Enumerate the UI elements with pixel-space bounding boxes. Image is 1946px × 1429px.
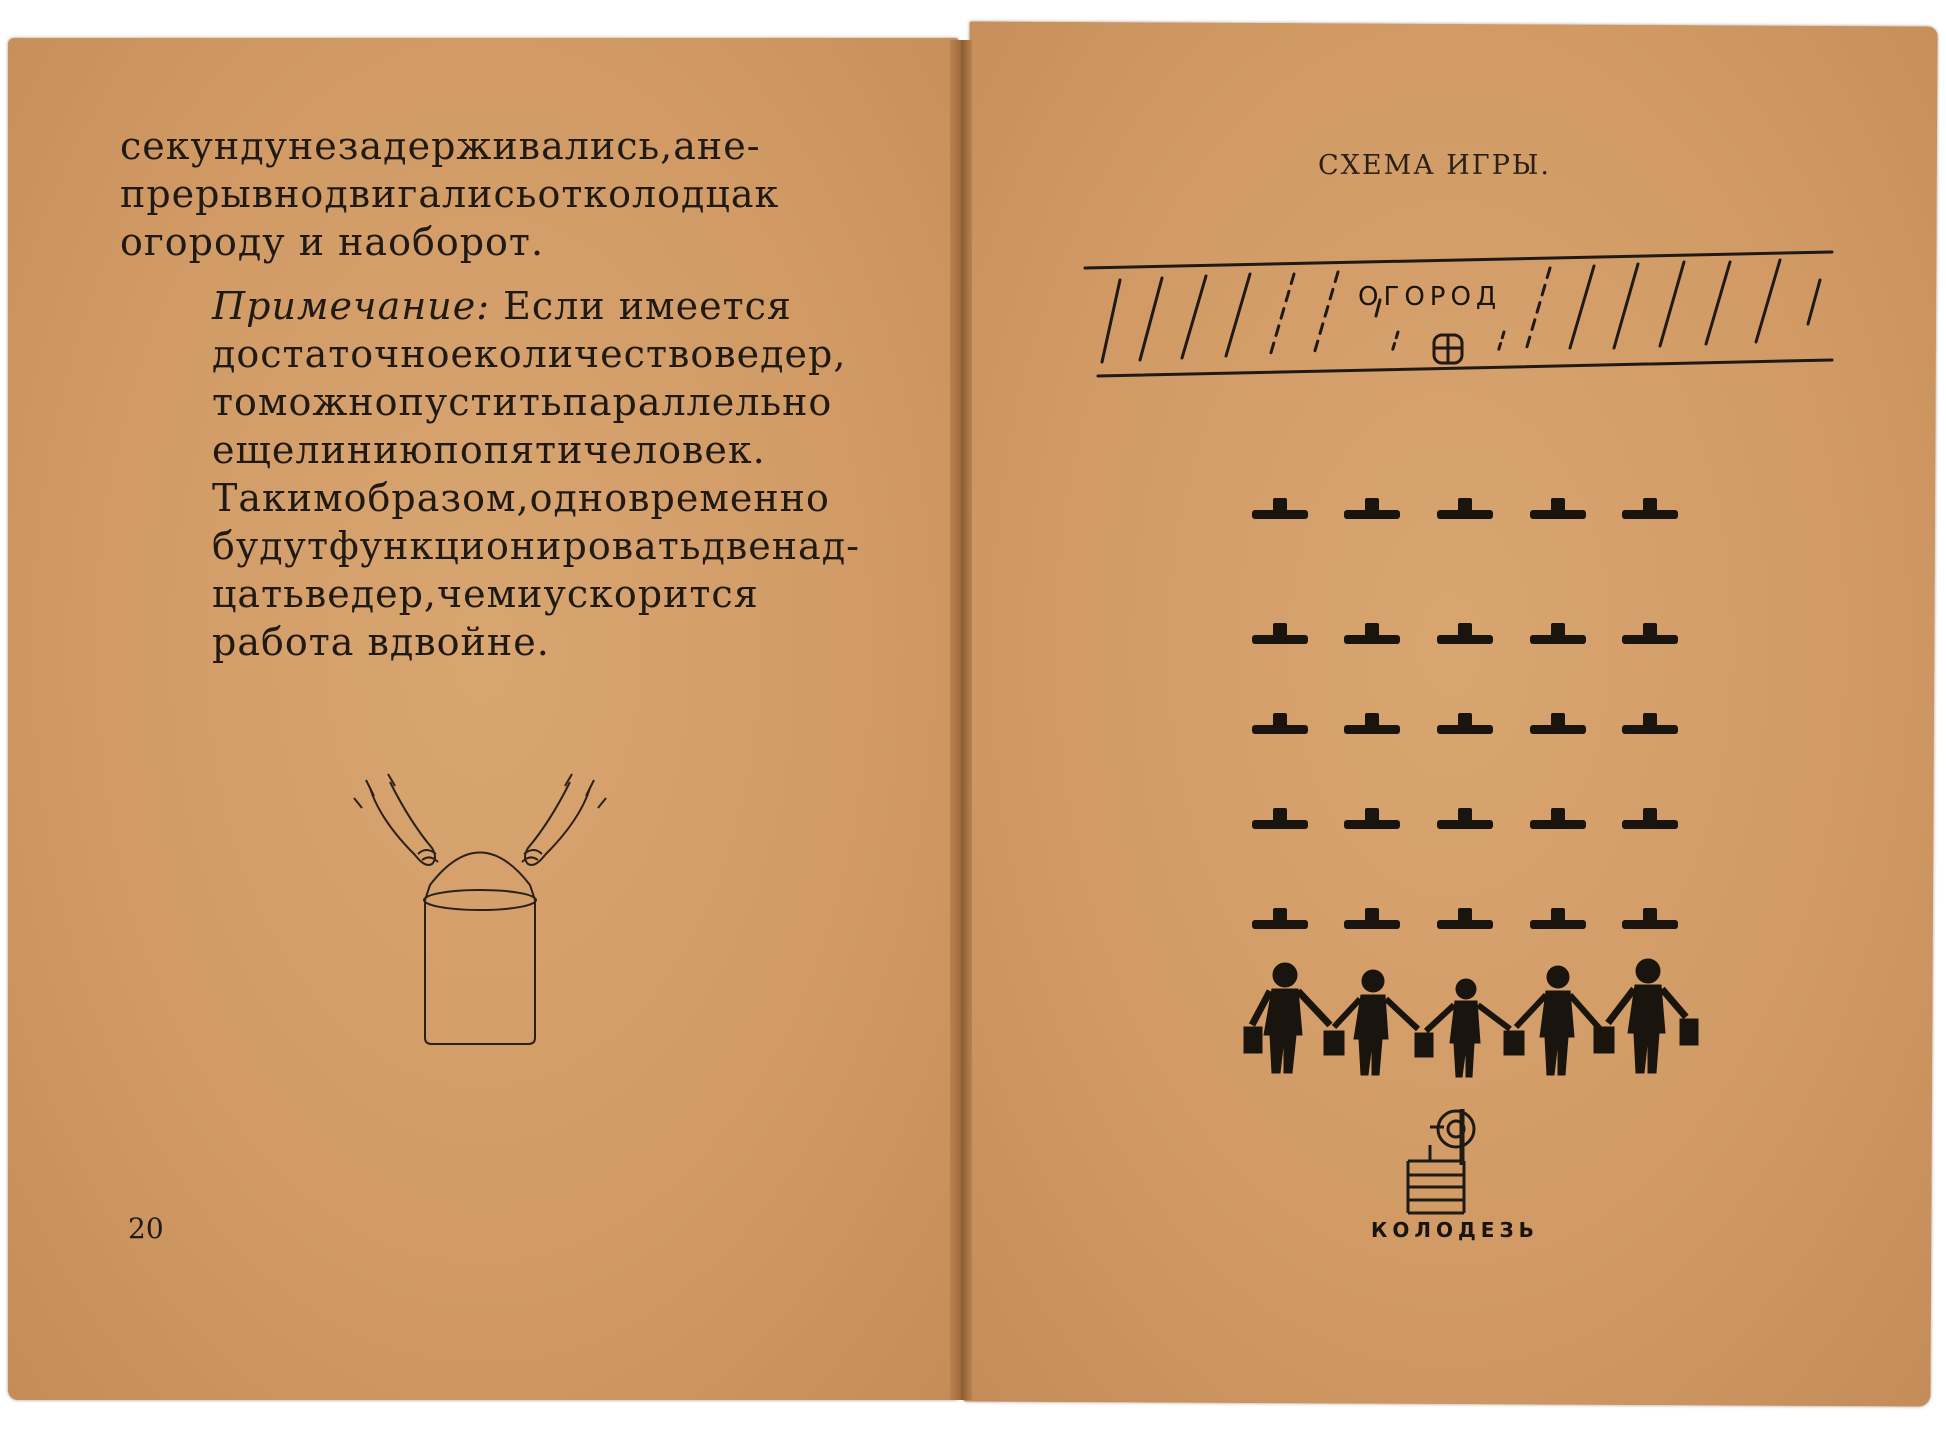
player-marker [1437,713,1493,734]
player-marker [1252,713,1308,734]
text-word: колодца [583,172,755,216]
text-word: ведер, [304,572,437,616]
text-word: чем [436,572,518,616]
player-marker [1252,908,1308,929]
text-word: Если [503,284,606,328]
text-word: образом, [343,476,530,520]
player-marker [1252,498,1308,519]
text-line [120,170,840,218]
well-icon [1400,1105,1510,1220]
player-marker [1252,808,1308,829]
player-marker [1622,713,1678,734]
text-line [212,282,852,330]
player-marker [1530,498,1586,519]
text-word: ускорится [543,572,759,616]
text-word: двигались [324,172,538,216]
text-word: одновременно [529,476,830,520]
scheme-title: СХЕМА ИГРЫ. [1318,150,1552,181]
text-line [120,218,855,266]
text-word: то [212,380,258,424]
player-marker [1437,623,1493,644]
well-label: КОЛОДЕЗЬ [1371,1218,1539,1242]
text-line [120,122,840,170]
text-word: можно [257,380,399,424]
text-line [212,330,852,378]
text-word: секунду [120,124,288,168]
text-line [212,474,852,522]
player-marker [1344,808,1400,829]
text-line [212,570,852,618]
player-marker [1622,908,1678,929]
text-word: еще [212,428,296,472]
player-marker [1622,623,1678,644]
bucket-with-hands-illustration [340,760,640,1060]
garden-strip-diagram [1080,240,1840,390]
player-grid-diagram [1240,490,1700,940]
player-marker [1344,623,1400,644]
player-marker [1252,623,1308,644]
text-word: двенад- [701,524,860,568]
player-marker [1344,498,1400,519]
text-word: количество [473,332,715,376]
text-word: прерывно [120,172,325,216]
text-word: будут [212,524,330,568]
text-word: параллельно [562,380,833,424]
text-word: не- [696,124,761,168]
player-marker [1530,808,1586,829]
page-number: 20 [128,1212,164,1245]
text-word: цать [212,572,305,616]
text-word: имеется [618,284,792,328]
text-word: огороду и наоборот. [120,220,545,264]
note-label: Примечание: [212,284,491,328]
text-word: задерживались, [337,124,674,168]
player-marker [1344,713,1400,734]
player-marker [1437,908,1493,929]
text-word: пустить [398,380,563,424]
note-paragraph [212,282,860,666]
text-line [212,618,852,666]
text-word: пяти [483,428,584,472]
chain-of-people-figure [1240,955,1700,1085]
text-line [212,522,860,570]
text-word: ведер, [714,332,847,376]
player-marker [1622,808,1678,829]
text-word: не [287,124,338,168]
player-marker [1437,808,1493,829]
barrel-icon [1434,335,1462,363]
text-line [212,426,852,474]
text-word: по [433,428,484,472]
text-word: и [517,572,544,616]
text-word: человек. [583,428,766,472]
garden-label: ОГОРОД [1358,282,1502,312]
paragraph-1 [120,122,855,266]
player-marker [1437,498,1493,519]
player-marker [1530,713,1586,734]
text-word: к [754,172,780,216]
text-line [212,378,852,426]
book-gutter [950,40,972,1400]
text-word: Таким [212,476,344,520]
player-marker [1622,498,1678,519]
text-word: от [537,172,584,216]
text-word: линию [295,428,434,472]
text-word: работа вдвойне. [212,620,550,664]
text-word: а [673,124,697,168]
player-marker [1344,908,1400,929]
text-word: достаточное [212,332,474,376]
player-marker [1530,623,1586,644]
player-marker [1530,908,1586,929]
text-word: функционировать [329,524,702,568]
